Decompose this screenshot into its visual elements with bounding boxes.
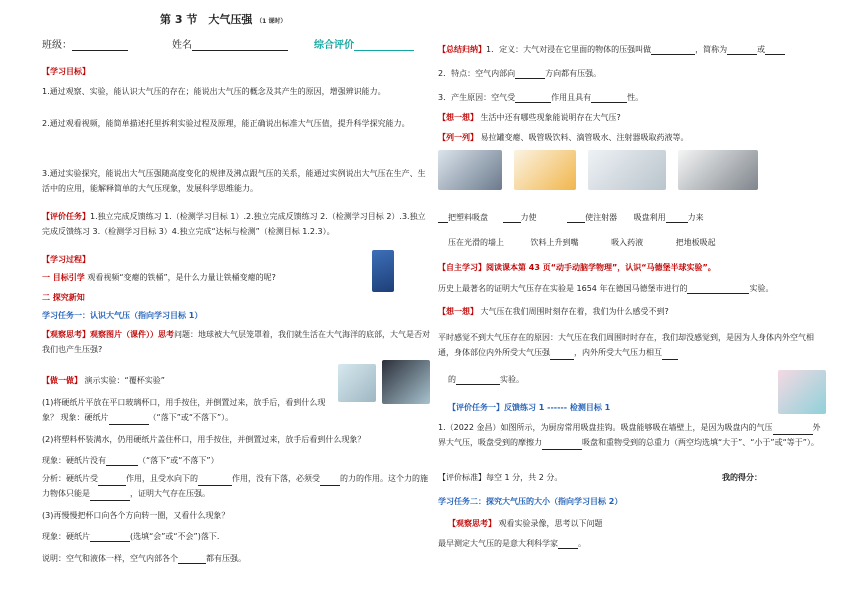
summary-3-blank-1[interactable] [515, 93, 551, 103]
tasks-text: 1.独立完成反馈练习 1.（检测学习目标 1）.2.独立完成反馈练习 2.（检测学习目标 2）.3.独立完成反馈练习 3.（检测学习目标 3）4.独立完成“达标与检测”（检测目标 1.2.3）。 [42, 212, 426, 236]
summary-3-text: 3．产生原因：空气受 [438, 93, 516, 102]
fill-2: 力使 [520, 213, 537, 222]
class-label: 班级： [42, 40, 72, 51]
q2-answer-text: 现象：硬纸片没有 [42, 456, 106, 465]
eval-field[interactable] [314, 40, 414, 51]
do-label: 【做一做】 [42, 376, 82, 385]
q3-blank[interactable] [90, 532, 130, 542]
question-3: (3)再慢慢把杯口向各个方向转一圈，又看什么现象？ [42, 511, 230, 520]
last-tail: 。 [578, 539, 586, 548]
fill-3: 使注射器 [585, 213, 618, 222]
name-label: 姓名 [172, 40, 192, 51]
exercise-blank-2[interactable] [542, 440, 582, 450]
summary-1 [438, 44, 785, 55]
think-text: 生活中还有哪些现象能说明存在大气压? [480, 113, 621, 122]
q3-answer [42, 531, 219, 542]
analysis-blank-1[interactable] [98, 476, 126, 486]
fill-4: 吸盘利用 [633, 213, 666, 222]
exercise-1-c: 吸盘和重物受到的总重力（两空均选填“大于”、“小于”或“等于”）。 [582, 438, 819, 447]
list-row [438, 132, 689, 143]
think-1 [438, 112, 621, 123]
suction-hook-image [778, 370, 826, 414]
think-2-text: 大气压在我们周围时刻存在着，我们为什么感受不到? [480, 307, 669, 316]
tasks-heading: 【评价任务】 [42, 212, 90, 221]
q2-blank[interactable] [106, 456, 138, 466]
name-field[interactable] [172, 40, 288, 51]
summary-2-tail: 方向都有压强。 [545, 69, 602, 78]
list-text: 易拉罐变瘪、吸管吸饮料、滴管吸水、注射器吸取药液等。 [480, 133, 689, 142]
analysis-blank-3[interactable] [320, 476, 340, 486]
fill-blank-4[interactable] [666, 213, 688, 223]
observe-2-text: 观看实验录像，思考以下问题 [498, 519, 603, 528]
goal-2: 2.通过观看视频，能简单描述托里拆利实验过程及原理，能正确说出标准大气压值，提升科学探究能力。 [42, 119, 410, 128]
q1-text: (1)将硬纸片平放在平口玻璃杯口，用手按住，并倒置过来，放手后，看到什么现象？ 现象：硬纸片 [42, 398, 326, 422]
summary-1-b: ，简称为 [695, 45, 728, 54]
fill-blank-2[interactable] [503, 213, 521, 223]
summary-label: 【总结归纳】 [438, 45, 486, 54]
exercise-1-text: 1.（2022 金昌）如图所示，为厨房常用吸盘挂钩。吸盘能够吸在墙壁上，是因为吸盘内的气压 [438, 423, 773, 432]
last-text: 最早测定大气压的是意大利科学家 [438, 539, 558, 548]
goal-1: 1.通过观察、实验，能认识大气压的存在；能说出大气压的概念及其产生的原因，增强辨识能力。 [42, 87, 386, 96]
reason-blank-2[interactable] [662, 350, 678, 360]
reason-blank-1[interactable] [550, 350, 574, 360]
q2-answer-tail: （“落下”或“不落下”） [138, 456, 219, 465]
analysis-text-5: ，证明大气存在压强。 [130, 489, 210, 498]
note-blank[interactable] [178, 554, 206, 564]
q2-analysis [42, 471, 430, 501]
title-note: （1 课时） [256, 18, 287, 25]
analysis-text-2: 作用，且受水向下的 [126, 474, 198, 483]
of-blank[interactable] [456, 375, 500, 385]
summary-2-text: 2．特点：空气内部向 [438, 69, 516, 78]
summary-3 [438, 92, 643, 103]
q1-tail: （“落下”或“不落下”）。 [148, 413, 234, 422]
analysis-text-4: 的力的作用。这个力的施力物体只能是 [42, 474, 428, 498]
cup-experiment-image-2 [382, 360, 430, 404]
question-2: (2)将塑料杯装满水，仍用硬纸片盖住杯口，用手按住，并倒置过来，放手后看到什么现象？ [42, 435, 366, 444]
self-study: 【自主学习】阅读课本第 43 页“动手动脑学物理”，认识“马德堡半球实验”。 [438, 263, 716, 272]
fill-blank-3[interactable] [567, 213, 585, 223]
page-title [160, 14, 286, 27]
of-tail: 实验。 [500, 375, 524, 384]
class-field[interactable] [42, 40, 128, 51]
history-text: 历史上最著名的证明大气压存在实验是 1654 年在德国马德堡市进行的 [438, 284, 688, 293]
history-blank[interactable] [687, 284, 749, 294]
summary-blank-1[interactable] [651, 45, 695, 55]
drinking-straw-image [514, 150, 576, 190]
goals-heading: 【学习目标】 [42, 67, 90, 76]
title-text: 第 3 节 大气压强 [160, 13, 253, 26]
summary-1-c: 或 [757, 45, 766, 54]
q3-answer-tail: (选填“会”或“不会”)落下. [130, 532, 220, 541]
section-1-text: 观看视频“变瘪的铁桶”，是什么力量让铁桶变瘪的呢? [87, 273, 276, 282]
process-heading: 【学习过程】 [42, 255, 90, 264]
analysis-blank-4[interactable] [90, 491, 130, 501]
fill-row2-2: 饮料上升到嘴 [530, 238, 579, 247]
summary-2 [438, 68, 601, 79]
suction-cup-image [438, 150, 502, 190]
reason-text: 平时感觉不到大气压存在的原因：大气压在我们周围时时存在，我们却没感觉到，是因为人身体内外空气相通，身体部位内外所受大气压强 [438, 333, 814, 357]
q1-blank[interactable] [109, 415, 149, 425]
reason [438, 330, 828, 360]
section-1-label: 一 目标引学 [42, 273, 85, 282]
summary-3-blank-2[interactable] [591, 93, 627, 103]
note-text: 说明：空气和液体一样，空气内部各个 [42, 554, 178, 563]
exercise-blank-1[interactable] [773, 425, 813, 435]
fill-row-2 [448, 237, 716, 248]
task-2-heading: 学习任务二：探究大气压的大小（指向学习目标 2） [438, 497, 623, 506]
fill-5: 力来 [687, 213, 704, 222]
analysis-blank-2[interactable] [198, 476, 232, 486]
fill-row2-1: 压在光滑的墙上 [448, 238, 504, 247]
do-block [42, 375, 165, 386]
history-tail: 实验。 [749, 284, 774, 293]
exercise-1 [438, 420, 828, 450]
summary-1-text: 1．定义：大气对浸在它里面的物体的压强叫做 [486, 45, 652, 54]
think-label: 【想一想】 [438, 113, 478, 122]
observe-label: 【观察思考】观察图片（课件））思考 [42, 330, 174, 339]
observe-2 [448, 518, 603, 529]
note-tail: 都有压强。 [206, 554, 246, 563]
eval-label: 综合评价 [314, 40, 354, 51]
last-blank[interactable] [558, 539, 578, 549]
tasks-block [42, 209, 430, 239]
summary-blank-3[interactable] [765, 45, 785, 55]
think-2-label: 【想一想】 [438, 307, 478, 316]
fill-1: 把塑料吸盘 [448, 213, 488, 222]
of-text: 的 [448, 375, 456, 384]
analysis-text-1: 分析：硬纸片受 [42, 474, 98, 483]
summary-2-blank[interactable] [515, 69, 545, 79]
analysis-text-3: 作用，没有下落，必须受 [232, 474, 320, 483]
history [438, 283, 773, 294]
list-label: 【列一列】 [438, 133, 478, 142]
cup-experiment-image [338, 364, 376, 402]
summary-3-b: 作用且具有 [551, 93, 592, 102]
q2-answer [42, 455, 219, 466]
do-text: 演示实验：“覆杯实验” [84, 376, 165, 385]
reason-tail: ，内外所受大气压力相互 [574, 348, 662, 357]
think-2 [438, 306, 669, 317]
score-std: 【评价标准】每空 1 分，共 2 分。 [438, 473, 563, 482]
summary-3-c: 性。 [627, 93, 644, 102]
exercise-1-b: 外界大气压，吸盘受到的摩擦力 [438, 423, 821, 447]
fill-row2-4: 把地板吸起 [675, 238, 716, 247]
summary-blank-2[interactable] [727, 45, 757, 55]
note [42, 553, 246, 564]
of-line [448, 374, 524, 385]
my-score: 我的得分： [722, 473, 762, 482]
eval-task-1: 【评价任务一】反馈练习 1 ------ 检测目标 1 [448, 403, 611, 412]
goal-3: 3.通过实验探究，能说出大气压强随高度变化的规律及沸点跟气压的关系，能通过实例说出大气压在生产、生活中的应用，能解释简单的大气压现象，发展科学思维能力。 [42, 169, 426, 193]
observe-text: 问题：地球被大气层笼罩着，我们就生活在大气海洋的底部，大气是否对我们也产生压强? [42, 330, 430, 354]
observe-2-label: 【观察思考】 [448, 519, 496, 528]
floor-lifter-image [678, 150, 758, 190]
section-1 [42, 272, 276, 283]
section-2-label: 二 探究新知 [42, 293, 85, 302]
q3-answer-text: 现象：硬纸片 [42, 532, 90, 541]
observe-block [42, 327, 430, 357]
fill-row2-3: 吸入药液 [611, 238, 644, 247]
question-1 [42, 395, 338, 425]
syringe-image [588, 150, 666, 190]
crushed-can-image [372, 250, 394, 292]
fill-row-1 [438, 212, 704, 223]
task-1-heading: 学习任务一：认识大气压（指向学习目标 1） [42, 311, 203, 320]
last-line [438, 538, 586, 549]
fill-blank-1[interactable] [438, 213, 448, 223]
